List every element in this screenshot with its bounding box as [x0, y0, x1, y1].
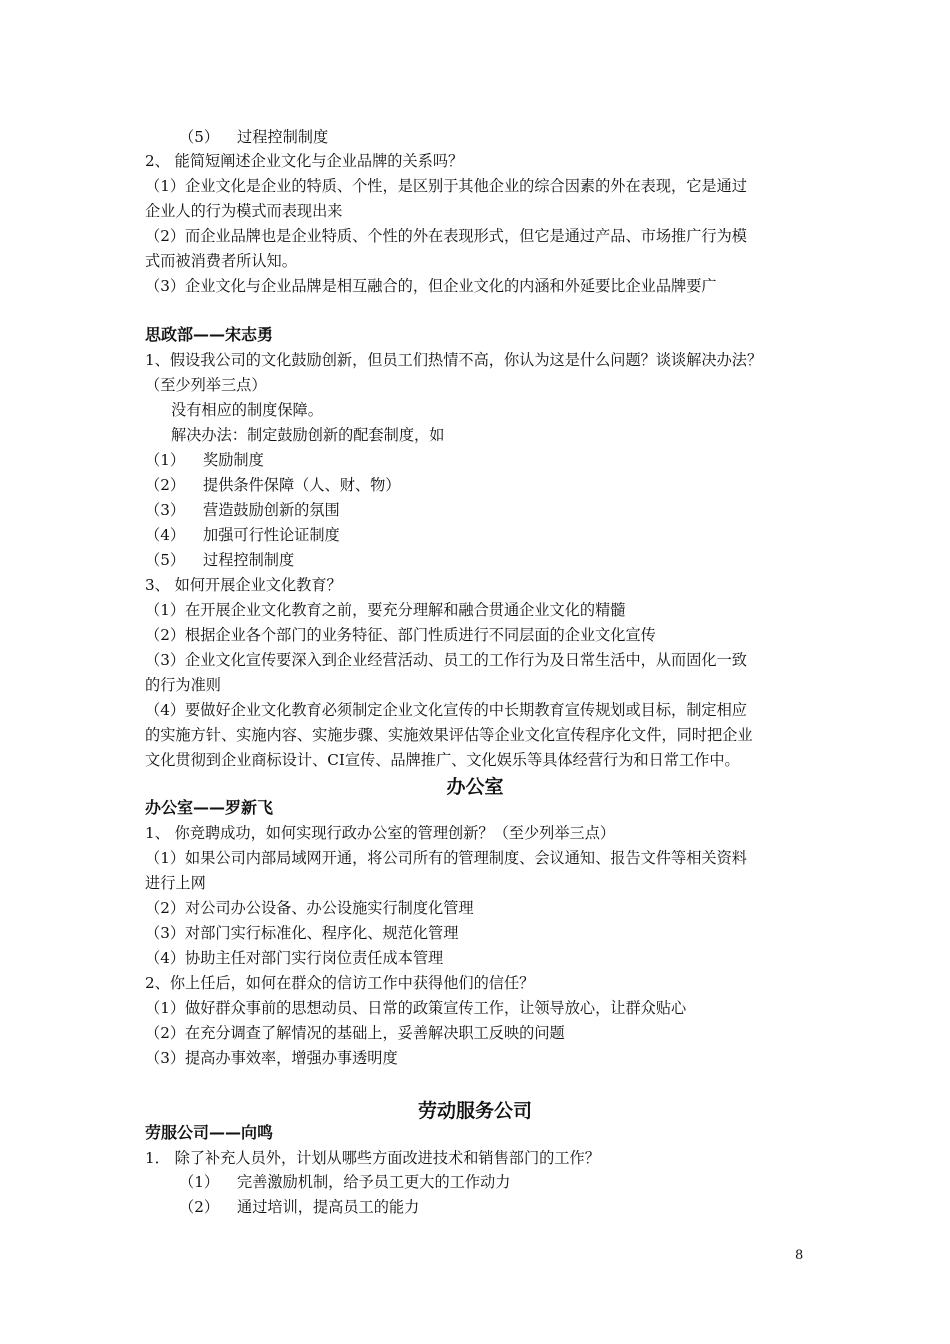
- question-line: 1、假设我公司的文化鼓励创新，但员工们热情不高，你认为这是什么问题？谈谈解决办法？: [145, 351, 763, 369]
- answer-line: （3）企业文化与企业品牌是相互融合的，但企业文化的内涵和外延要比企业品牌要广: [145, 277, 717, 295]
- person-heading: 办公室——罗新飞: [145, 798, 274, 817]
- answer-line: 企业人的行为模式而表现出来: [145, 202, 343, 220]
- answer-line: （2）而企业品牌也是企业特质、个性的外在表现形式，但它是通过产品、市场推广行为模: [145, 227, 747, 245]
- question-line: （至少列举三点）: [145, 376, 267, 394]
- list-item: （5） 过程控制制度: [145, 551, 295, 569]
- answer-line: （2）根据企业各个部门的业务特征、部门性质进行不同层面的企业文化宣传: [145, 626, 656, 644]
- answer-line: （1）在开展企业文化教育之前，要充分理解和融合贯通企业文化的精髓: [145, 601, 626, 619]
- answer-line: （2）对公司办公设备、办公设施实行制度化管理: [145, 899, 474, 917]
- answer-line: 进行上网: [145, 874, 206, 892]
- answer-line: （1）企业文化是企业的特质、个性，是区别于其他企业的综合因素的外在表现，它是通过: [145, 177, 747, 195]
- list-item: （2） 通过培训，提高员工的能力: [179, 1198, 420, 1216]
- list-item: （1） 完善激励机制，给予员工更大的工作动力: [179, 1173, 511, 1191]
- answer-line: 的实施方针、实施内容、实施步骤、实施效果评估等企业文化宣传程序化文件，同时把企业: [145, 726, 753, 744]
- answer-line: （3）企业文化宣传要深入到企业经营活动、员工的工作行为及日常生活中，从而固化一致: [145, 651, 747, 669]
- answer-line: （1）做好群众事前的思想动员、日常的政策宣传工作，让领导放心，让群众贴心: [145, 999, 687, 1017]
- question-line: 1、 你竞聘成功，如何实现行政办公室的管理创新？（至少列举三点）: [145, 824, 616, 842]
- list-item: （3） 营造鼓励创新的氛围: [145, 501, 340, 519]
- answer-line: 解决办法：制定鼓励创新的配套制度，如: [171, 426, 445, 444]
- answer-line: （1）如果公司内部局域网开通，将公司所有的管理制度、会议通知、报告文件等相关资料: [145, 849, 747, 867]
- question-line: 3、 如何开展企业文化教育？: [145, 576, 342, 594]
- list-item: （2） 提供条件保障（人、财、物）: [145, 476, 401, 494]
- list-item: （5） 过程控制制度: [179, 128, 329, 146]
- section-title: 办公室: [446, 776, 504, 798]
- question-line: 2、 能简短阐述企业文化与企业品牌的关系吗？: [145, 152, 464, 170]
- list-item: （1） 奖励制度: [145, 451, 264, 469]
- question-line: 1． 除了补充人员外，计划从哪些方面改进技术和销售部门的工作？: [145, 1149, 600, 1167]
- answer-line: 的行为准则: [145, 676, 221, 694]
- person-heading: 思政部——宋志勇: [145, 325, 274, 344]
- answer-line: 式而被消费者所认知。: [145, 252, 297, 270]
- answer-line: （4）要做好企业文化教育必须制定企业文化宣传的中长期教育宣传规划或目标，制定相应: [145, 701, 747, 719]
- list-item: （4） 加强可行性论证制度: [145, 526, 340, 544]
- answer-line: 没有相应的制度保障。: [171, 401, 323, 419]
- section-title: 劳动服务公司: [417, 1100, 532, 1122]
- answer-line: （2）在充分调查了解情况的基础上，妥善解决职工反映的问题: [145, 1024, 565, 1042]
- answer-line: 文化贯彻到企业商标设计、CI宣传、品牌推广、文化娱乐等具体经营行为和日常工作中。: [145, 751, 740, 769]
- question-line: 2、你上任后，如何在群众的信访工作中获得他们的信任？: [145, 974, 535, 992]
- answer-line: （4）协助主任对部门实行岗位责任成本管理: [145, 949, 444, 967]
- answer-line: （3）对部门实行标准化、程序化、规范化管理: [145, 924, 459, 942]
- answer-line: （3）提高办事效率，增强办事透明度: [145, 1049, 398, 1067]
- page-number: 8: [795, 1248, 804, 1263]
- person-heading: 劳服公司——向鸣: [145, 1123, 274, 1142]
